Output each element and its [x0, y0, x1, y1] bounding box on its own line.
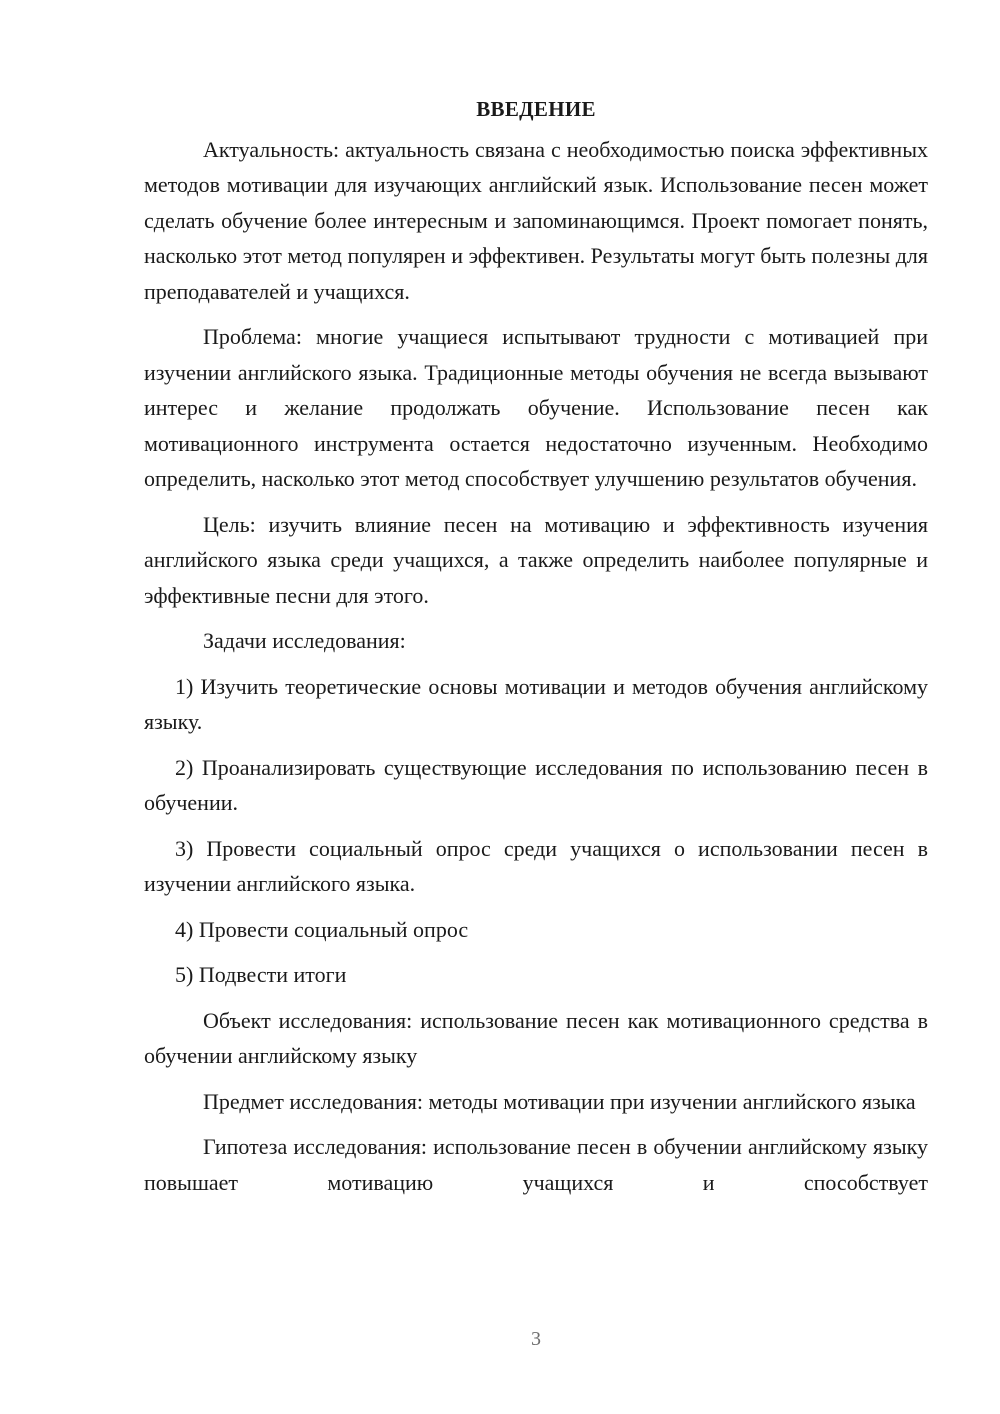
- tasks-heading: Задачи исследования:: [203, 628, 406, 653]
- task-item-4: 4) Провести социальный опрос: [175, 916, 469, 942]
- hypothesis-paragraph: Гипотеза исследования: использование песен в обучении английскому языку повышает мотивацию учащихся и способствует: [144, 1134, 928, 1195]
- page-title: ВВЕДЕНИЕ: [476, 97, 596, 121]
- problem-paragraph: Проблема: многие учащиеся испытывают трудности с мотивацией при изучении английского языка. Традиционные методы обучения не всегда вызывают интерес и желание продолжать обучение. Использование песен как мотивационного инструмента остается недостаточно изученным. Необходимо определить, насколько этот метод способствует улучшению результатов обучения.: [144, 324, 928, 491]
- goal-paragraph: Цель: изучить влияние песен на мотивацию и эффективность изучения английского языка среди учащихся, а также определить наиболее популярные и эффективные песни для этого.: [144, 511, 928, 608]
- page-number: 3: [531, 1328, 541, 1350]
- task-item-3: 3) Провести социальный опрос среди учащихся о использовании песен в изучении английского языка.: [144, 835, 928, 896]
- research-subject-paragraph: Предмет исследования: методы мотивации при изучении английского языка: [203, 1088, 916, 1114]
- relevance-paragraph: Актуальность: актуальность связана с необходимостью поиска эффективных методов мотивации для изучающих английский язык. Использование песен может сделать обучение более интересным и запоминающимся. Проект помогает понять, насколько этот метод популярен и эффективен. Результаты могут быть полезны для преподавателей и учащихся.: [144, 136, 928, 304]
- research-object-paragraph: Объект исследования: использование песен как мотивационного средства в обучении английскому языку: [144, 1007, 928, 1068]
- task-item-5: 5) Подвести итоги: [175, 962, 347, 987]
- page-content: [144, 92, 928, 1210]
- task-item-1: 1) Изучить теоретические основы мотивации и методов обучения английскому языку.: [144, 673, 928, 734]
- task-item-2: 2) Проанализировать существующие исследования по использованию песен в обучении.: [144, 754, 928, 815]
